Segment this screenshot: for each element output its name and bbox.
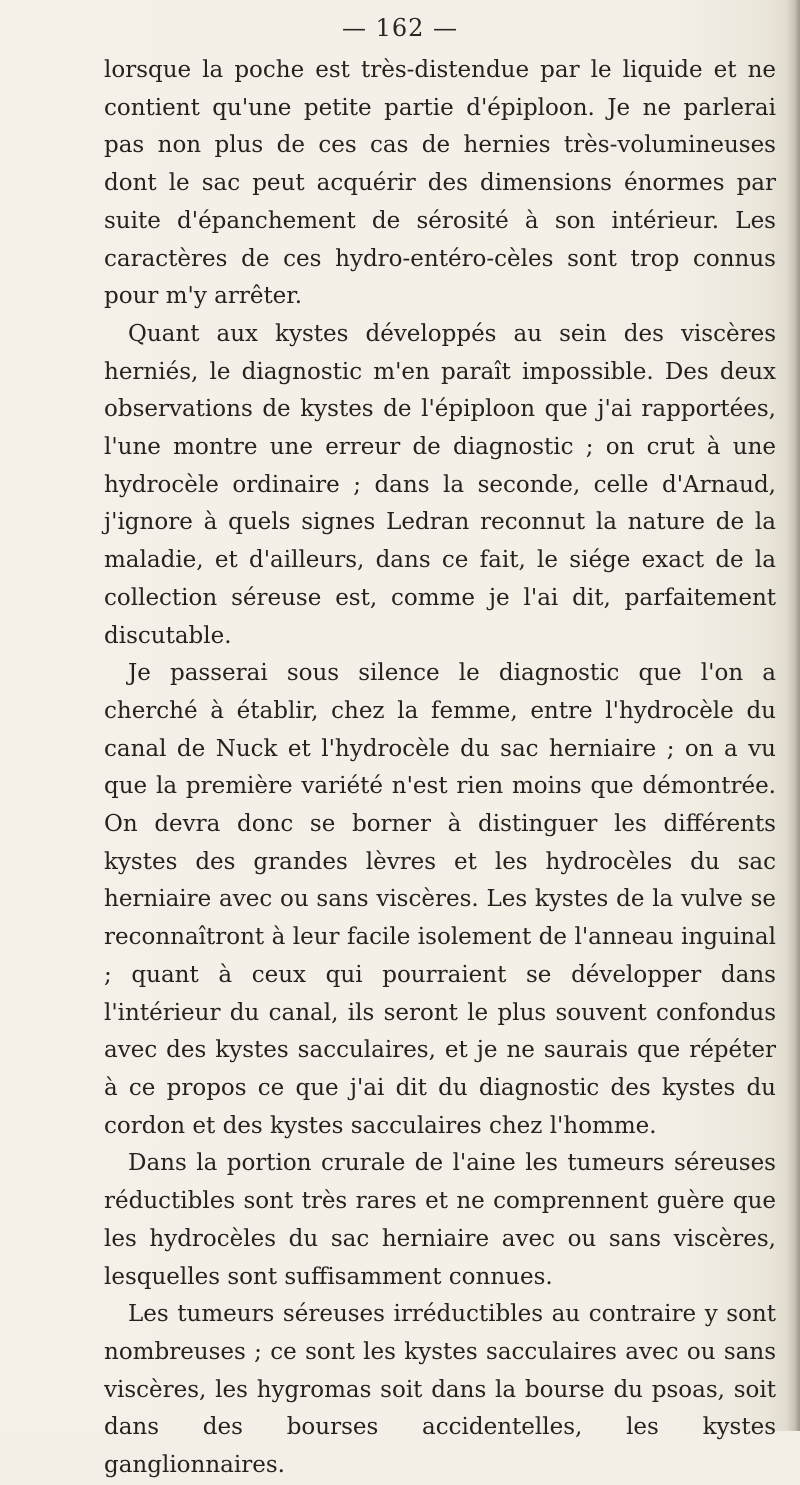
page-number: — 162 —: [341, 14, 459, 42]
paragraph-3: Je passerai sous silence le diagnostic que l'on a cherché à établir, chez la femme, entre l'hydrocèle du canal de Nuck et l'hydrocèle du sac herniaire ; on a vu que la première variété n'est rien moins que démontrée. On devra donc se borner à distinguer les différents kystes des grandes lèvres et les hydrocèles du sac herniaire avec ou sans viscères. Les kystes de la vulve se reconnaîtront à leur facile isolement de l'anneau inguinal ; quant à ceux qui pourraient se développer dans l'intérieur du canal, ils seront le plus souvent confondus avec des kystes sacculaires, et je ne saurais que répéter à ce propos ce que j'ai dit du diagnostic des kystes du cordon et des kystes sacculaires chez l'homme.: [104, 660, 776, 1139]
paragraph-2: Quant aux kystes développés au sein des viscères herniés, le diagnostic m'en paraît impossible. Des deux observations de kystes de l'épiploon que j'ai rapportées, l'une montre une erreur de diagnostic ; on crut à une hydrocèle ordinaire ; dans la seconde, celle d'Arnaud, j'ignore à quels signes Ledran reconnut la nature de la maladie, et d'ailleurs, dans ce fait, le siége exact de la collection séreuse est, comme je l'ai dit, parfaitement discutable.: [104, 320, 776, 649]
page-edge-shadow: [786, 0, 800, 1431]
paragraph-5: Les tumeurs séreuses irréductibles au contraire y sont nombreuses ; ce sont les kystes sacculaires avec ou sans viscères, les hygromas soit dans la bourse du psoas, soit dans des bourses accidentelles, les kystes ganglionnaires.: [104, 1301, 776, 1479]
paragraph-4: Dans la portion crurale de l'aine les tumeurs séreuses réductibles sont très rares et ne comprennent guère que les hydrocèles du sac herniaire avec ou sans viscères, lesquelles sont suffisamment connues.: [104, 1150, 776, 1290]
paragraph-1: lorsque la poche est très-distendue par le liquide et ne contient qu'une petite partie d'épiploon. Je ne parlerai pas non plus de ces cas de hernies très-volumineuses dont le sac peut acquérir des dimensions énormes par suite d'épanchement de sérosité à son intérieur. Les caractères de ces hydro-entéro-cèles sont trop connus pour m'y arrêter.: [104, 57, 776, 310]
body-text: [104, 52, 776, 1485]
